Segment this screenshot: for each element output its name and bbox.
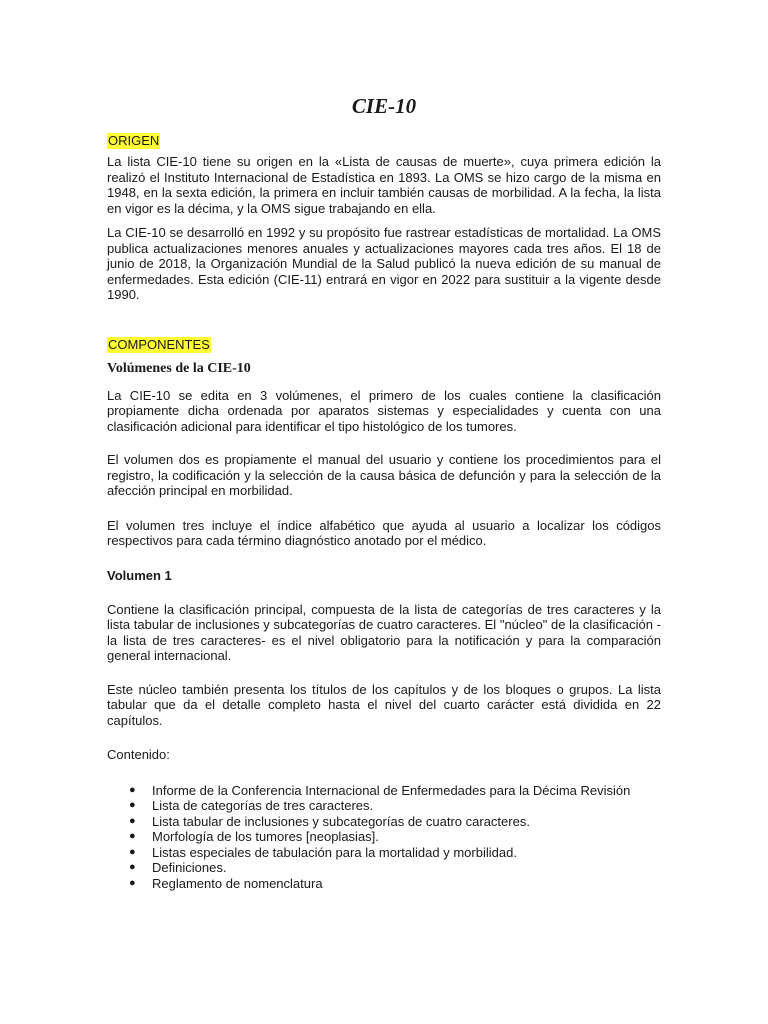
bullet-icon: ● [129, 799, 136, 811]
list-item-text: Morfología de los tumores [neoplasias]. [152, 829, 379, 844]
contenido-label: Contenido: [107, 747, 170, 762]
list-item-text: Definiciones. [152, 860, 227, 875]
page-title: CIE-10 [351, 94, 417, 118]
paragraph: El volumen tres incluye el índice alfabético que ayuda al usuario a localizar los códigos respectivos para cada término diagnóstico anotado por el médico. [107, 517, 661, 548]
section-heading-origen: ORIGEN [108, 133, 160, 148]
bullet-icon: ● [129, 845, 136, 858]
list-item-text: Informe de la Conferencia Internacional de Enfermedades para la Décima Revisión [152, 782, 631, 798]
bullet-icon: ● [129, 861, 136, 873]
bullet-icon: ● [129, 814, 136, 827]
list-item [107, 814, 661, 830]
list-item [107, 798, 661, 814]
paragraph: Este núcleo también presenta los títulos de los capítulos y de los bloques o grupos. La lista tabular que da el detalle completo hasta el nivel del cuarto carácter está dividida en 22 capítulos. [107, 681, 661, 728]
bullet-icon: ● [129, 876, 136, 889]
bullet-icon: ● [129, 783, 136, 796]
paragraph: El volumen dos es propiamente el manual del usuario y contiene los procedimientos para el registro, la codificación y la selección de la causa básica de defunción y para la selección de la afección principal en morbilidad. [107, 452, 661, 498]
section-volumen-1 [107, 568, 661, 892]
paragraph: Contiene la clasificación principal, compuesta de la lista de categorías de tres caracteres y la lista tabular de inclusiones y subcategorías de cuatro caracteres. El "núcleo" de la clasificación -la lista de tres caracteres- es el nivel obligatorio para la notificación y para la comparación general internacional. [107, 601, 661, 663]
subheading-volumenes: Volúmenes de la CIE-10 [107, 360, 251, 376]
list-item [107, 876, 661, 892]
bullet-icon: ● [129, 830, 136, 842]
section-heading-componentes: COMPONENTES [108, 336, 210, 352]
section-origen [107, 132, 661, 303]
contenido-list [107, 783, 661, 892]
list-item [107, 845, 661, 861]
list-item [107, 829, 661, 845]
list-item [107, 783, 661, 799]
document-page [107, 92, 661, 891]
list-item-text: Listas especiales de tabulación para la mortalidad y morbilidad. [152, 844, 517, 860]
paragraph: La CIE-10 se edita en 3 volúmenes, el primero de los cuales contiene la clasificación propiamente dicha ordenada por aparatos sistemas y especialidades y cuenta con una clasificación adicional para identificar el tipo histológico de los tumores. [107, 387, 661, 434]
paragraph: La CIE-10 se desarrolló en 1992 y su propósito fue rastrear estadísticas de mortalidad. La OMS publica actualizaciones menores anuales y actualizaciones mayores cada tres años. El 18 de junio de 2018, la Organización Mundial de la Salud publicó la nueva edición de su manual de enfermedades. Esta edición (CIE-11) entrará en vigor en 2022 para sustituir a la vigente desde 1990. [107, 225, 661, 302]
list-item [107, 860, 661, 876]
paragraph: La lista CIE-10 tiene su origen en la «Lista de causas de muerte», cuya primera edición la realizó el Instituto Internacional de Estadística en 1893. La OMS se hizo cargo de la misma en 1948, en la sexta edición, la primera en incluir también causas de morbilidad. A la fecha, la lista en vigor es la décima, y la OMS sigue trabajando en ella. [107, 154, 661, 216]
list-item-text: Reglamento de nomenclatura [152, 875, 323, 891]
list-item-text: Lista de categorías de tres caracteres. [152, 798, 374, 813]
subheading-volumen-1: Volumen 1 [107, 567, 172, 583]
section-componentes [107, 336, 661, 549]
list-item-text: Lista tabular de inclusiones y subcategorías de cuatro caracteres. [152, 813, 530, 829]
